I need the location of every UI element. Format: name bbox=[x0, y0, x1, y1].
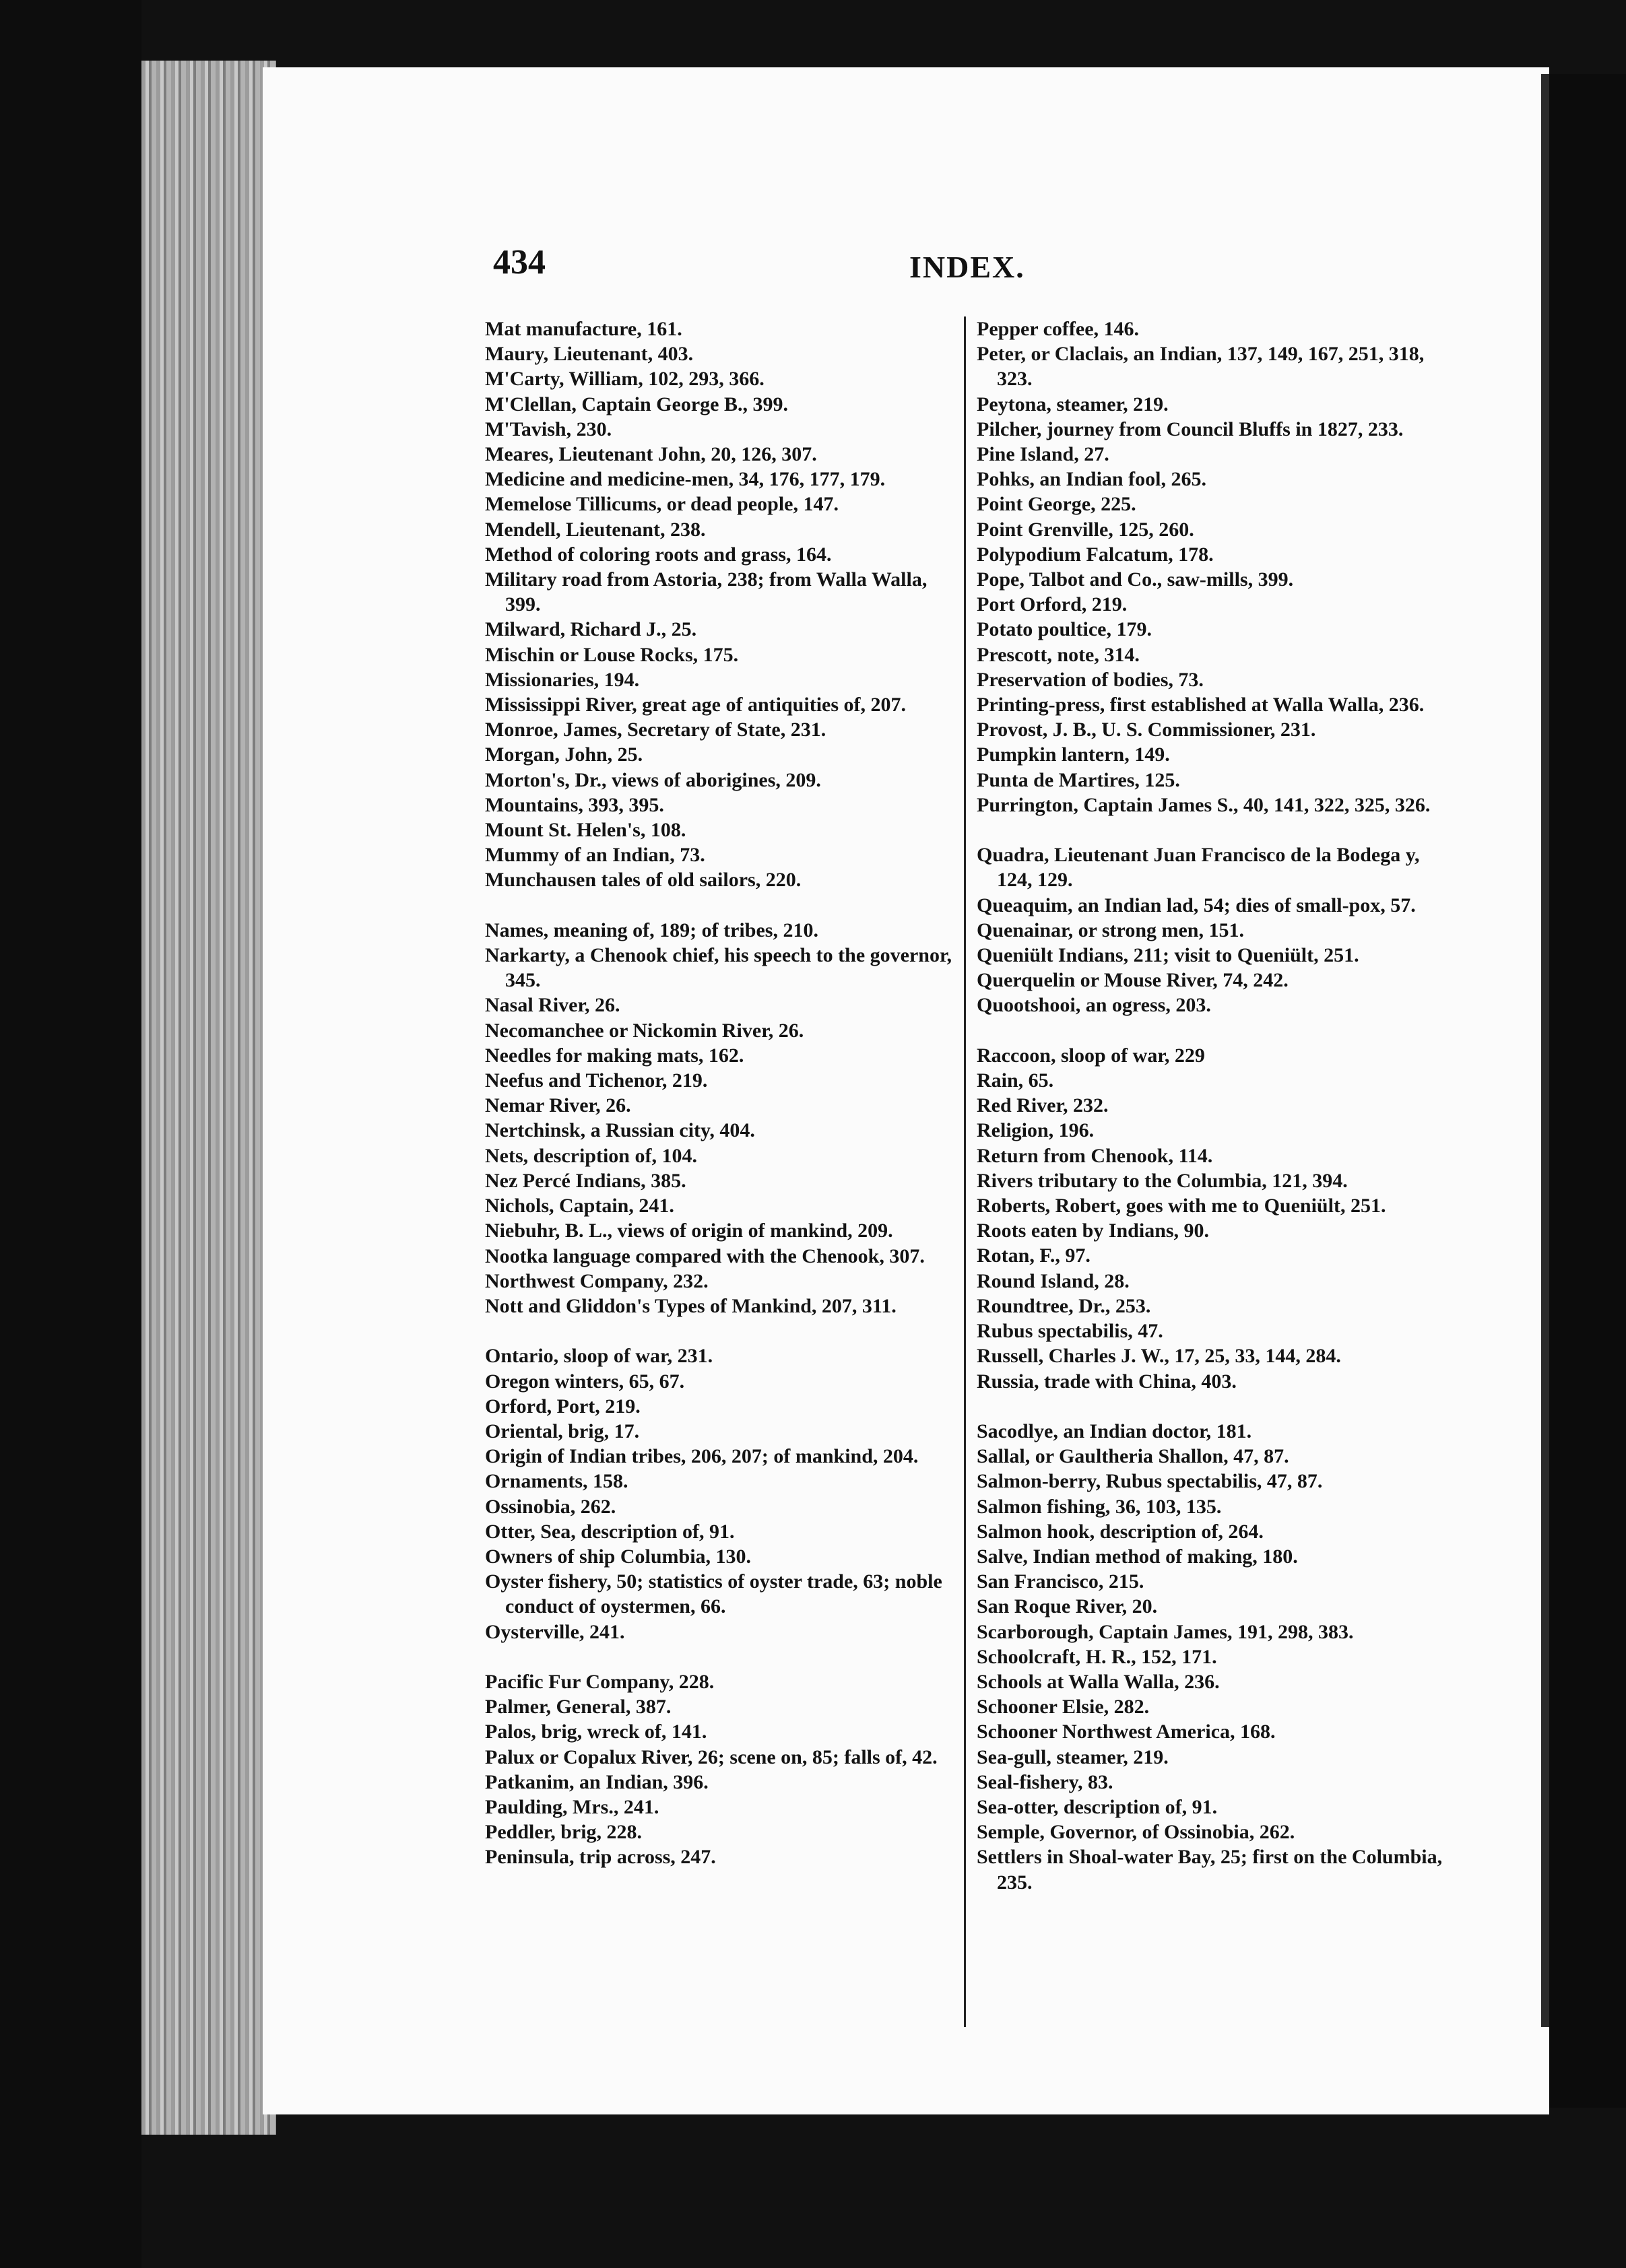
section-gap bbox=[485, 1319, 963, 1343]
index-entry: Schools at Walla Walla, 236. bbox=[977, 1670, 1220, 1693]
index-entry: Pacific Fur Company, 228. bbox=[485, 1670, 715, 1693]
index-entry: Nichols, Captain, 241. bbox=[485, 1195, 674, 1218]
index-entry: San Roque River, 20. bbox=[977, 1595, 1158, 1618]
index-entry: Querquelin or Mouse River, 74, 242. bbox=[977, 969, 1289, 992]
index-entry: Pine Island, 27. bbox=[977, 443, 1109, 466]
index-entry: Potato poultice, 179. bbox=[977, 618, 1152, 641]
index-entry: Queniült Indians, 211; visit to Queniült, 251. bbox=[977, 944, 1359, 967]
index-entry: Peter, or Claclais, an Indian, 137, 149, 167, 251, 318, 323. bbox=[977, 343, 1425, 391]
index-entry: Palos, brig, wreck of, 141. bbox=[485, 1721, 707, 1743]
index-entry: Red River, 232. bbox=[977, 1094, 1109, 1117]
index-entry: Mendell, Lieutenant, 238. bbox=[485, 518, 706, 541]
index-entry: Seal-fishery, 83. bbox=[977, 1770, 1113, 1793]
index-entry: Northwest Company, 232. bbox=[485, 1269, 709, 1292]
index-entry: Schooner Elsie, 282. bbox=[977, 1696, 1150, 1719]
index-entry: Ornaments, 158. bbox=[485, 1470, 628, 1493]
index-entry: Mountains, 393, 395. bbox=[485, 793, 664, 816]
index-entry: Scarborough, Captain James, 191, 298, 383. bbox=[977, 1620, 1354, 1643]
index-entry: Religion, 196. bbox=[977, 1119, 1095, 1142]
index-entry: Pepper coffee, 146. bbox=[977, 318, 1140, 340]
index-entry: Origin of Indian tribes, 206, 207; of mankind, 204. bbox=[485, 1445, 919, 1468]
index-entry: Quenainar, or strong men, 151. bbox=[977, 919, 1244, 941]
index-entry: Rubus spectabilis, 47. bbox=[977, 1320, 1163, 1343]
index-entry: Palux or Copalux River, 26; scene on, 85; falls of, 42. bbox=[485, 1745, 938, 1768]
index-entry: Schooner Northwest America, 168. bbox=[977, 1721, 1276, 1743]
index-entry: Russell, Charles J. W., 17, 25, 33, 144, 284. bbox=[977, 1345, 1341, 1368]
index-entry: Sea-otter, description of, 91. bbox=[977, 1795, 1218, 1818]
index-entry: Queaquim, an Indian lad, 54; dies of small-pox, 57. bbox=[977, 894, 1416, 916]
index-entry: San Francisco, 215. bbox=[977, 1570, 1144, 1593]
index-entry: Necomanchee or Nickomin River, 26. bbox=[485, 1019, 804, 1042]
index-entry: Nootka language compared with the Chenook, 307. bbox=[485, 1244, 925, 1267]
index-entry: Point Grenville, 125, 260. bbox=[977, 518, 1194, 541]
index-entry: Oriental, brig, 17. bbox=[485, 1420, 640, 1442]
index-entry: Ontario, sloop of war, 231. bbox=[485, 1345, 713, 1368]
index-entry: Nertchinsk, a Russian city, 404. bbox=[485, 1119, 755, 1142]
index-entry: Meares, Lieutenant John, 20, 126, 307. bbox=[485, 443, 817, 466]
index-entry: Ossinobia, 262. bbox=[485, 1495, 616, 1518]
index-entry: Nemar River, 26. bbox=[485, 1094, 631, 1117]
index-entry: Russia, trade with China, 403. bbox=[977, 1370, 1237, 1393]
index-entry: M'Clellan, Captain George B., 399. bbox=[485, 393, 788, 415]
index-entry: Pohks, an Indian fool, 265. bbox=[977, 468, 1206, 491]
index-entry: Schoolcraft, H. R., 152, 171. bbox=[977, 1645, 1217, 1668]
index-entry: Purrington, Captain James S., 40, 141, 322, 325, 326. bbox=[977, 793, 1431, 816]
index-entry: Needles for making mats, 162. bbox=[485, 1044, 744, 1067]
index-entry: Salmon fishing, 36, 103, 135. bbox=[977, 1495, 1222, 1518]
section-gap bbox=[977, 1018, 1455, 1043]
index-entry: Owners of ship Columbia, 130. bbox=[485, 1545, 752, 1568]
index-entry: Nasal River, 26. bbox=[485, 994, 620, 1017]
index-entry: Medicine and medicine-men, 34, 176, 177, 179. bbox=[485, 468, 886, 491]
index-entry: Preservation of bodies, 73. bbox=[977, 668, 1204, 691]
index-entry: Missionaries, 194. bbox=[485, 668, 640, 691]
index-entry: M'Tavish, 230. bbox=[485, 418, 612, 440]
index-entry: Roundtree, Dr., 253. bbox=[977, 1294, 1151, 1317]
index-entry: Otter, Sea, description of, 91. bbox=[485, 1520, 735, 1543]
section-gap bbox=[485, 1644, 963, 1669]
page-number: 434 bbox=[493, 243, 546, 281]
index-entry: Polypodium Falcatum, 178. bbox=[977, 543, 1214, 566]
index-entry: Patkanim, an Indian, 396. bbox=[485, 1770, 709, 1793]
index-entry: Pumpkin lantern, 149. bbox=[977, 743, 1170, 766]
index-entry: Palmer, General, 387. bbox=[485, 1696, 672, 1719]
index-entry: Provost, J. B., U. S. Commissioner, 231. bbox=[977, 719, 1316, 741]
index-entry: M'Carty, William, 102, 293, 366. bbox=[485, 368, 765, 391]
index-entry: Nez Percé Indians, 385. bbox=[485, 1169, 686, 1192]
index-entry: Narkarty, a Chenook chief, his speech to the governor, 345. bbox=[485, 944, 952, 992]
index-entry: Settlers in Shoal-water Bay, 25; first on the Columbia, 235. bbox=[977, 1846, 1443, 1894]
book-page-edges bbox=[141, 61, 276, 2135]
index-entry: Salmon hook, description of, 264. bbox=[977, 1520, 1264, 1543]
index-entry: Rotan, F., 97. bbox=[977, 1244, 1091, 1267]
index-entry: Salve, Indian method of making, 180. bbox=[977, 1545, 1298, 1568]
index-entry: Pilcher, journey from Council Bluffs in 1827, 233. bbox=[977, 418, 1404, 440]
section-gap bbox=[485, 893, 963, 918]
index-entry: Mischin or Louse Rocks, 175. bbox=[485, 643, 739, 666]
index-entry: Nott and Gliddon's Types of Mankind, 207, 311. bbox=[485, 1294, 897, 1317]
index-entry: Peddler, brig, 228. bbox=[485, 1821, 643, 1844]
index-entry: Orford, Port, 219. bbox=[485, 1395, 641, 1418]
index-entry: Raccoon, sloop of war, 229 bbox=[977, 1044, 1205, 1067]
index-entry: Roots eaten by Indians, 90. bbox=[977, 1220, 1210, 1242]
running-head: INDEX. bbox=[909, 250, 1025, 284]
index-entry: Niebuhr, B. L., views of origin of mankind, 209. bbox=[485, 1220, 893, 1242]
index-entry: Mississippi River, great age of antiquities of, 207. bbox=[485, 694, 907, 716]
index-entry: Sea-gull, steamer, 219. bbox=[977, 1745, 1169, 1768]
index-entry: Paulding, Mrs., 241. bbox=[485, 1795, 659, 1818]
index-entry: Prescott, note, 314. bbox=[977, 643, 1140, 666]
index-entry: Mat manufacture, 161. bbox=[485, 318, 682, 340]
film-margin-right bbox=[1549, 74, 1626, 2108]
index-entry: Quootshooi, an ogress, 203. bbox=[977, 994, 1211, 1017]
index-entry: Punta de Martires, 125. bbox=[977, 768, 1180, 791]
index-entry: Oyster fishery, 50; statistics of oyster trade, 63; noble conduct of oystermen, 66. bbox=[485, 1570, 942, 1618]
index-entry: Semple, Governor, of Ossinobia, 262. bbox=[977, 1821, 1295, 1844]
index-entry: Method of coloring roots and grass, 164. bbox=[485, 543, 832, 566]
index-entry: Nets, description of, 104. bbox=[485, 1144, 697, 1167]
index-entry: Printing-press, first established at Walla Walla, 236. bbox=[977, 694, 1425, 716]
index-entry: Return from Chenook, 114. bbox=[977, 1144, 1213, 1167]
index-entry: Neefus and Tichenor, 219. bbox=[485, 1069, 708, 1092]
index-entry: Port Orford, 219. bbox=[977, 593, 1128, 616]
index-entry: Memelose Tillicums, or dead people, 147. bbox=[485, 493, 839, 516]
index-entry: Milward, Richard J., 25. bbox=[485, 618, 697, 641]
section-gap bbox=[977, 818, 1455, 842]
index-entry: Rain, 65. bbox=[977, 1069, 1054, 1092]
index-entry: Morgan, John, 25. bbox=[485, 743, 643, 766]
index-entry: Munchausen tales of old sailors, 220. bbox=[485, 869, 802, 892]
index-column-left bbox=[485, 316, 963, 1870]
index-entry: Salmon-berry, Rubus spectabilis, 47, 87. bbox=[977, 1470, 1323, 1493]
section-gap bbox=[977, 1394, 1455, 1419]
index-column-right bbox=[977, 316, 1455, 1895]
index-entry: Names, meaning of, 189; of tribes, 210. bbox=[485, 919, 818, 941]
column-divider bbox=[964, 316, 966, 2027]
index-entry: Quadra, Lieutenant Juan Francisco de la Bodega y, 124, 129. bbox=[977, 844, 1420, 892]
index-entry: Round Island, 28. bbox=[977, 1269, 1130, 1292]
index-entry: Monroe, James, Secretary of State, 231. bbox=[485, 719, 826, 741]
index-entry: Maury, Lieutenant, 403. bbox=[485, 343, 694, 366]
index-entry: Military road from Astoria, 238; from Walla Walla, 399. bbox=[485, 568, 928, 616]
index-entry: Morton's, Dr., views of aborigines, 209. bbox=[485, 768, 821, 791]
film-margin-left bbox=[0, 0, 141, 2268]
index-entry: Point George, 225. bbox=[977, 493, 1136, 516]
index-entry: Mount St. Helen's, 108. bbox=[485, 819, 686, 842]
index-entry: Peytona, steamer, 219. bbox=[977, 393, 1169, 415]
index-entry: Oregon winters, 65, 67. bbox=[485, 1370, 685, 1393]
index-entry: Sacodlye, an Indian doctor, 181. bbox=[977, 1420, 1252, 1442]
index-entry: Rivers tributary to the Columbia, 121, 394. bbox=[977, 1169, 1348, 1192]
index-entry: Pope, Talbot and Co., saw-mills, 399. bbox=[977, 568, 1294, 591]
index-entry: Mummy of an Indian, 73. bbox=[485, 844, 705, 867]
index-entry: Sallal, or Gaultheria Shallon, 47, 87. bbox=[977, 1445, 1289, 1468]
index-entry: Oysterville, 241. bbox=[485, 1620, 625, 1643]
index-entry: Roberts, Robert, goes with me to Queniült, 251. bbox=[977, 1195, 1386, 1218]
index-entry: Peninsula, trip across, 247. bbox=[485, 1846, 716, 1869]
